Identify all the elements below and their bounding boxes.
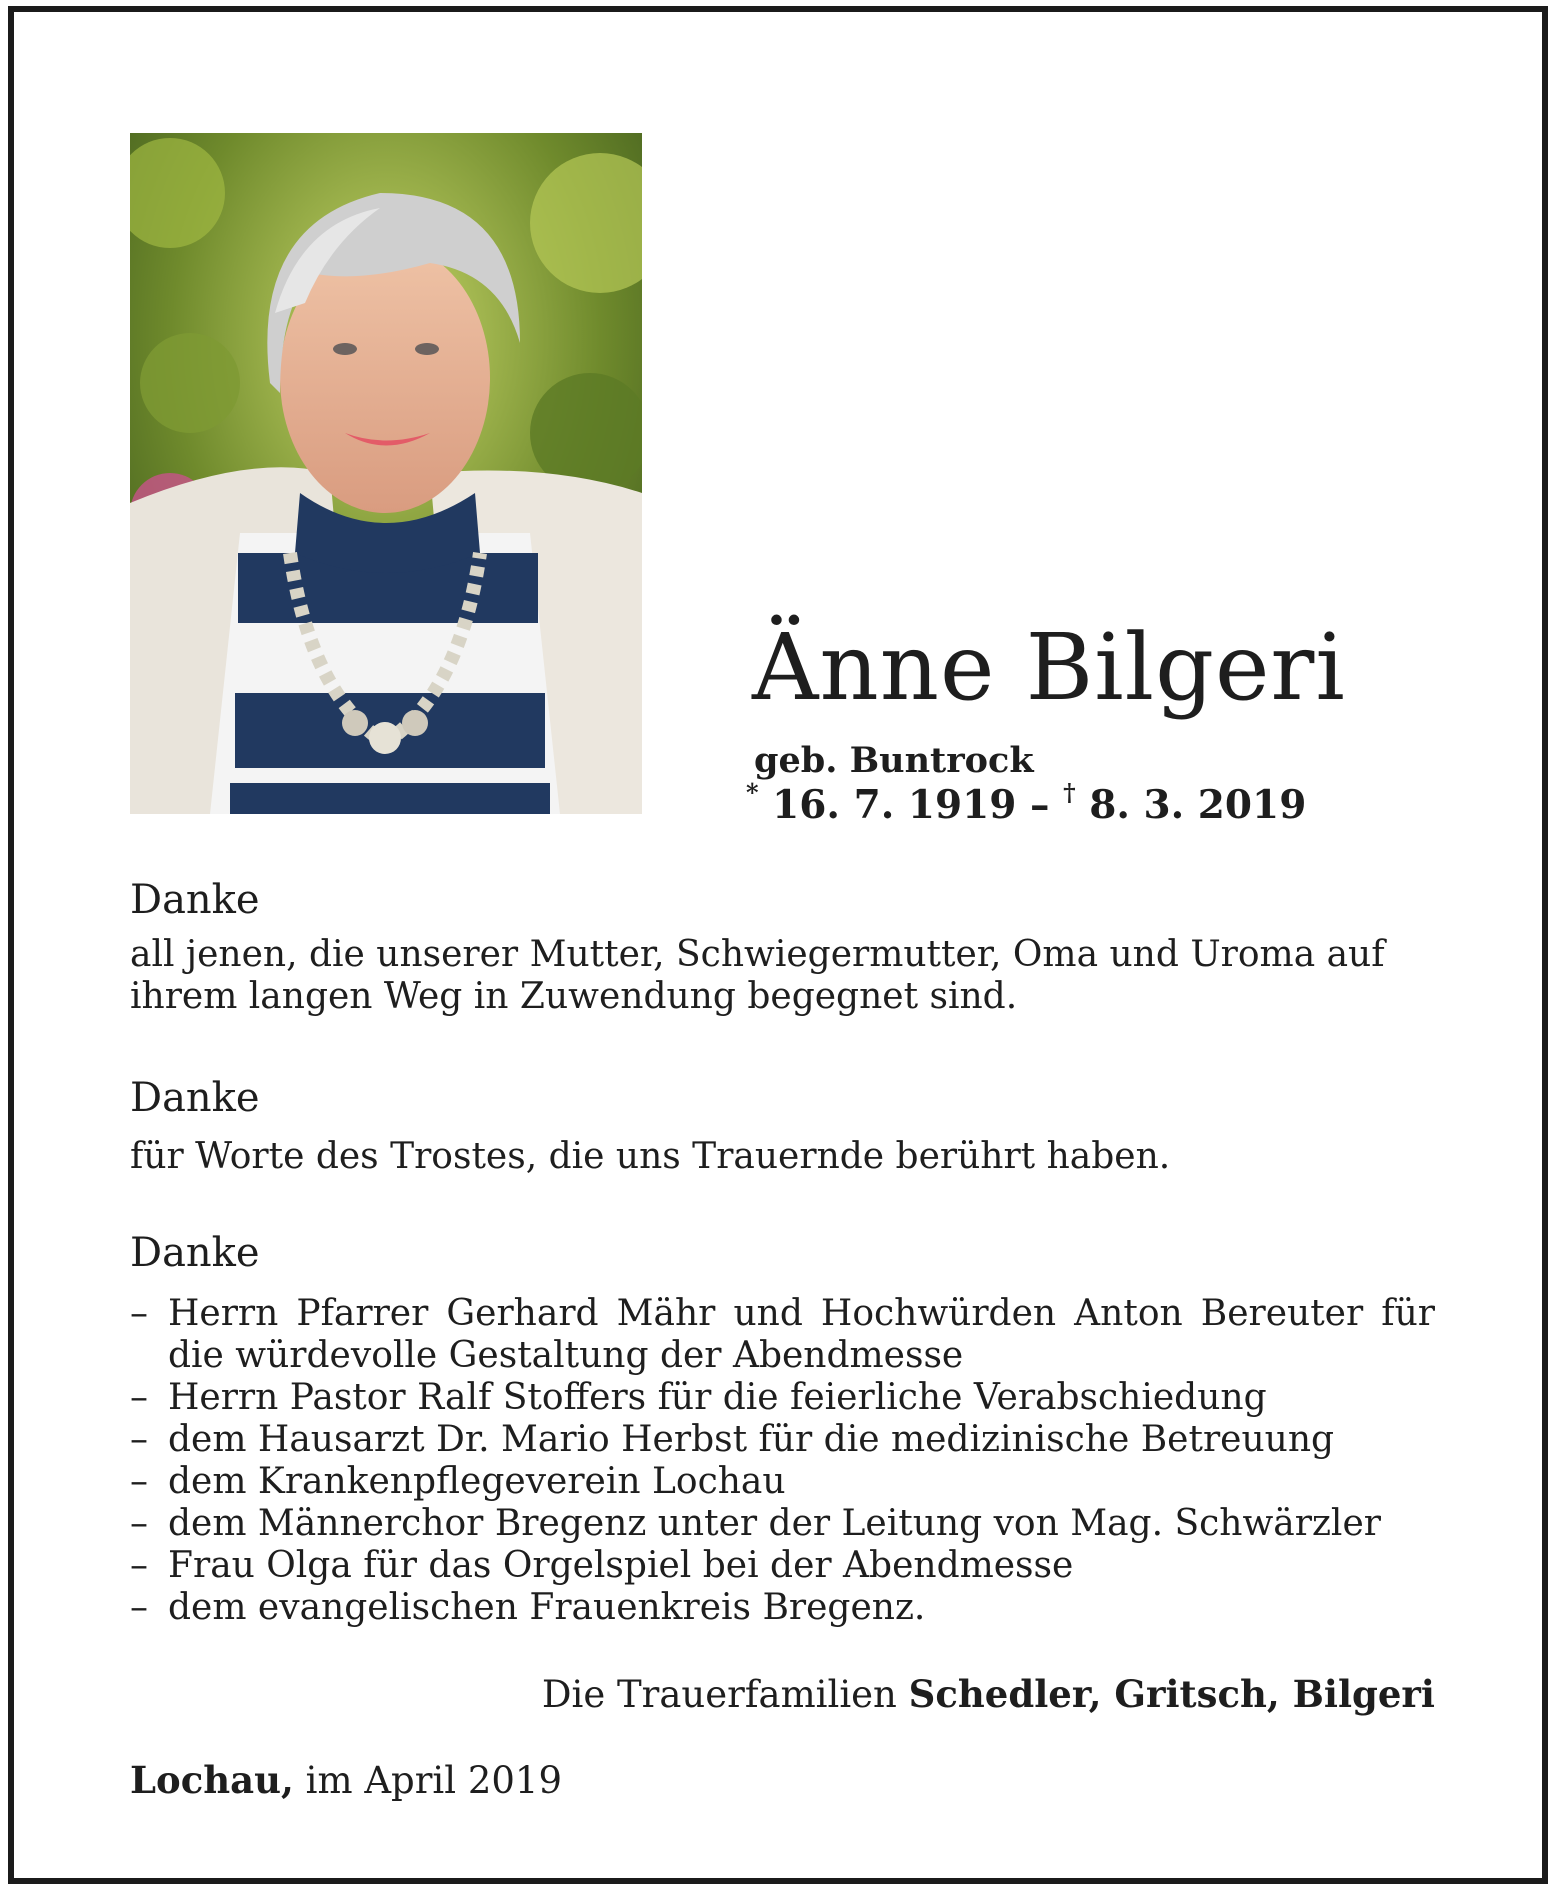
thanks-section-2	[130, 1075, 1435, 1178]
section-heading: Danke	[130, 1075, 260, 1121]
family-names: Schedler, Gritsch, Bilgeri	[908, 1672, 1435, 1716]
death-symbol: †	[1063, 778, 1076, 807]
list-item: – Frau Olga für das Orgelspiel bei der Abendmesse	[130, 1545, 1074, 1586]
list-item: – Herrn Pfarrer Gerhard Mähr und Hochwürden Anton Bereuter für die würdevolle Gestaltung der Abendmesse	[130, 1293, 1435, 1376]
list-item: – dem Krankenpflegeverein Lochau	[130, 1461, 786, 1502]
birth-date: 16. 7. 1919	[772, 782, 1017, 828]
section-text: all jenen, die unserer Mutter, Schwiegermutter, Oma und Uroma auf ihrem langen Weg in Zuwendung begegnet sind.	[130, 934, 1385, 1017]
date-separator: –	[1016, 782, 1064, 828]
list-bullet: –	[130, 1545, 148, 1586]
death-date: 8. 3. 2019	[1089, 782, 1307, 828]
list-bullet: –	[130, 1419, 148, 1460]
section-text: für Worte des Trostes, die uns Trauernde berührt haben.	[130, 1136, 1171, 1177]
maiden-name: geb. Buntrock	[754, 740, 1034, 781]
list-bullet: –	[130, 1503, 148, 1544]
list-item: – dem Männerchor Bregenz unter der Leitung von Mag. Schwärzler	[130, 1503, 1381, 1544]
birth-symbol: *	[746, 778, 759, 807]
thanks-section-1	[130, 877, 1435, 1018]
thanks-section-3	[130, 1230, 1435, 1276]
list-item: – dem Hausarzt Dr. Mario Herbst für die medizinische Betreuung	[130, 1419, 1335, 1460]
section-heading: Danke	[130, 1230, 260, 1276]
place-and-date	[130, 1758, 562, 1802]
list-bullet: –	[130, 1293, 148, 1334]
signature	[542, 1672, 1435, 1716]
portrait-photo	[130, 133, 642, 814]
section-heading: Danke	[130, 877, 260, 923]
list-bullet: –	[130, 1461, 148, 1502]
thanks-list	[130, 1293, 1435, 1629]
signature-prefix: Die Trauerfamilien	[541, 1673, 909, 1716]
life-dates	[746, 778, 1307, 828]
list-bullet: –	[130, 1377, 148, 1418]
place-date: im April 2019	[293, 1759, 563, 1802]
place-town: Lochau,	[130, 1758, 294, 1802]
list-item: – Herrn Pastor Ralf Stoffers für die feierliche Verabschiedung	[130, 1377, 1267, 1418]
deceased-name: Änne Bilgeri	[752, 614, 1346, 721]
list-bullet: –	[130, 1587, 148, 1628]
list-item: – dem evangelischen Frauenkreis Bregenz.	[130, 1587, 926, 1628]
